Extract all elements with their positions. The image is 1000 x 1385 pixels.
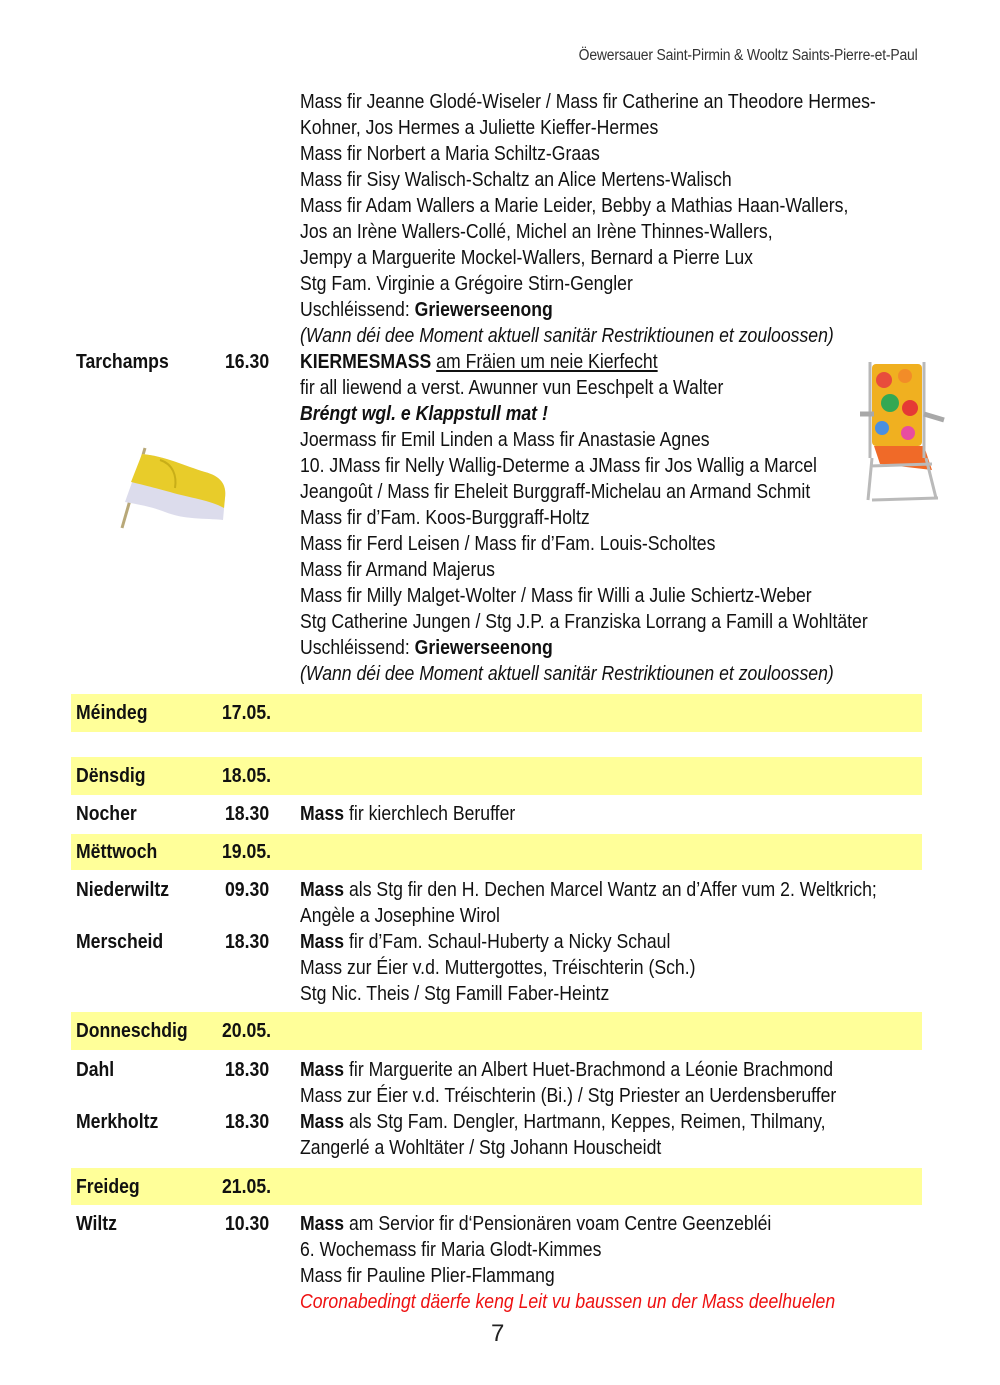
flag-image — [105, 440, 235, 540]
time-label: 10.30 — [225, 1212, 270, 1235]
uschleissend-line — [300, 297, 553, 323]
time-label: 18.30 — [225, 930, 270, 953]
mass-line: fir all liewend a verst. Awunner vun Eeschpelt a Walter — [300, 376, 724, 399]
mass-line: Mass fir Ferd Leisen / Mass fir d’Fam. Louis-Scholtes — [300, 532, 716, 555]
mass-bold: Mass — [300, 1212, 345, 1235]
day-band-mettwoch — [71, 834, 922, 870]
location-label: Nocher — [76, 802, 137, 825]
mass-line: Mass fir Adam Wallers a Marie Leider, Bebby a Mathias Haan-Wallers, — [300, 194, 849, 217]
mass-line: 6. Wochemass fir Maria Glodt-Kimmes — [300, 1238, 602, 1261]
mass-line — [300, 1057, 833, 1083]
mass-line: Stg Fam. Virginie a Grégoire Stirn-Gengler — [300, 272, 633, 295]
location-label: Tarchamps — [76, 350, 169, 373]
date-label: 20.05. — [222, 1019, 272, 1042]
restriction-note: (Wann déi dee Moment aktuell sanitär Restriktiounen et zouloossen) — [300, 324, 834, 347]
mass-line: Zangerlé a Wohltäter / Stg Johann Houscheidt — [300, 1136, 662, 1159]
kiermesmass-underlined: am Fräien um neie Kierfecht — [436, 350, 658, 373]
mass-text: am Servior fir d‘Pensionären voam Centre Geenzebléi — [344, 1212, 772, 1235]
mass-line: Mass zur Éier v.d. Muttergottes, Tréischterin (Sch.) — [300, 956, 696, 979]
mass-line: Mass zur Éier v.d. Tréischterin (Bi.) / Stg Priester an Uerdensberuffer — [300, 1084, 837, 1107]
time-label: 16.30 — [225, 350, 270, 373]
date-label: 19.05. — [222, 840, 272, 863]
mass-line — [300, 801, 515, 827]
restriction-note: (Wann déi dee Moment aktuell sanitär Restriktiounen et zouloossen) — [300, 662, 834, 685]
date-label: 21.05. — [222, 1175, 272, 1198]
mass-text: fir d’Fam. Schaul-Huberty a Nicky Schaul — [344, 930, 671, 953]
date-label: 18.05. — [222, 764, 272, 787]
day-label: Donneschdig — [76, 1019, 188, 1042]
mass-text: als Stg fir den H. Dechen Marcel Wantz an d’Affer vum 2. Weltkrich; — [344, 878, 877, 901]
mass-line: Mass fir Jeanne Glodé-Wiseler / Mass fir Catherine an Theodore Hermes- — [300, 90, 876, 113]
day-label: Freideg — [76, 1175, 140, 1198]
mass-line: Mass fir Norbert a Maria Schiltz-Graas — [300, 142, 600, 165]
location-label: Wiltz — [76, 1212, 117, 1235]
mass-line: 10. JMass fir Nelly Wallig-Determe a JMass fir Jos Wallig a Marcel — [300, 454, 817, 477]
mass-line: Joermass fir Emil Linden a Mass fir Anastasie Agnes — [300, 428, 710, 451]
page-number: 7 — [491, 1320, 505, 1347]
mass-bold: Mass — [300, 1058, 345, 1081]
mass-line: Angèle a Josephine Wirol — [300, 904, 500, 927]
uschleissend-prefix: Uschléissend: — [300, 298, 415, 321]
page-header: Öewersauer Saint-Pirmin & Wooltz Saints-Pierre-et-Paul — [579, 47, 918, 64]
time-label: 18.30 — [225, 802, 270, 825]
time-label: 09.30 — [225, 878, 270, 901]
mass-text: fir Marguerite an Albert Huet-Brachmond a Léonie Brachmond — [344, 1058, 834, 1081]
folding-chair-image — [860, 358, 955, 508]
kiermesmass-title — [300, 349, 658, 375]
location-label: Merkholtz — [76, 1110, 159, 1133]
mass-bold: Mass — [300, 930, 345, 953]
uschleissend-bold: Griewerseenong — [414, 636, 553, 659]
mass-bold: Mass — [300, 1110, 345, 1133]
chair-reminder: Bréngt wgl. e Klappstull mat ! — [300, 402, 548, 425]
location-label: Dahl — [76, 1058, 115, 1081]
location-label: Niederwiltz — [76, 878, 170, 901]
corona-note: Coronabedingt däerfe keng Leit vu baussen un der Mass deelhuelen — [300, 1290, 836, 1313]
uschleissend-line — [300, 635, 553, 661]
mass-bold: Mass — [300, 878, 345, 901]
mass-line: Mass fir Sisy Walisch-Schaltz an Alice Mertens-Walisch — [300, 168, 732, 191]
mass-text: fir kierchlech Beruffer — [344, 802, 516, 825]
mass-line: Mass fir Milly Malget-Wolter / Mass fir Willi a Julie Schiertz-Weber — [300, 584, 812, 607]
day-label: Méindeg — [76, 701, 148, 724]
date-label: 17.05. — [222, 701, 272, 724]
mass-line: Jempy a Marguerite Mockel-Wallers, Bernard a Pierre Lux — [300, 246, 753, 269]
mass-line: Mass fir Armand Majerus — [300, 558, 495, 581]
mass-bold: Mass — [300, 802, 345, 825]
mass-line: Jeangoût / Mass fir Eheleit Burggraff-Michelau an Armand Schmit — [300, 480, 811, 503]
time-label: 18.30 — [225, 1058, 270, 1081]
mass-line — [300, 1109, 826, 1135]
mass-line — [300, 877, 877, 903]
mass-line: Stg Catherine Jungen / Stg J.P. a Franziska Lorrang a Famill a Wohltäter — [300, 610, 868, 633]
mass-line: Mass fir d’Fam. Koos-Burggraff-Holtz — [300, 506, 590, 529]
time-label: 18.30 — [225, 1110, 270, 1133]
location-label: Merscheid — [76, 930, 164, 953]
day-band-freideg — [71, 1168, 922, 1205]
mass-line — [300, 929, 670, 955]
day-band-densdig — [71, 757, 922, 795]
uschleissend-prefix: Uschléissend: — [300, 636, 415, 659]
mass-line: Mass fir Pauline Plier-Flammang — [300, 1264, 555, 1287]
day-band-meindeg — [71, 694, 922, 732]
mass-line: Kohner, Jos Hermes a Juliette Kieffer-Hermes — [300, 116, 659, 139]
mass-line: Jos an Irène Wallers-Collé, Michel an Irène Thinnes-Wallers, — [300, 220, 773, 243]
uschleissend-bold: Griewerseenong — [414, 298, 553, 321]
day-label: Mëttwoch — [76, 840, 158, 863]
day-label: Dënsdig — [76, 764, 146, 787]
day-band-donneschdig — [71, 1012, 922, 1050]
mass-line: Stg Nic. Theis / Stg Famill Faber-Heintz — [300, 982, 610, 1005]
mass-text: als Stg Fam. Dengler, Hartmann, Keppes, Reimen, Thilmany, — [344, 1110, 826, 1133]
mass-line — [300, 1211, 771, 1237]
kiermesmass-bold: KIERMESMASS — [300, 350, 432, 373]
